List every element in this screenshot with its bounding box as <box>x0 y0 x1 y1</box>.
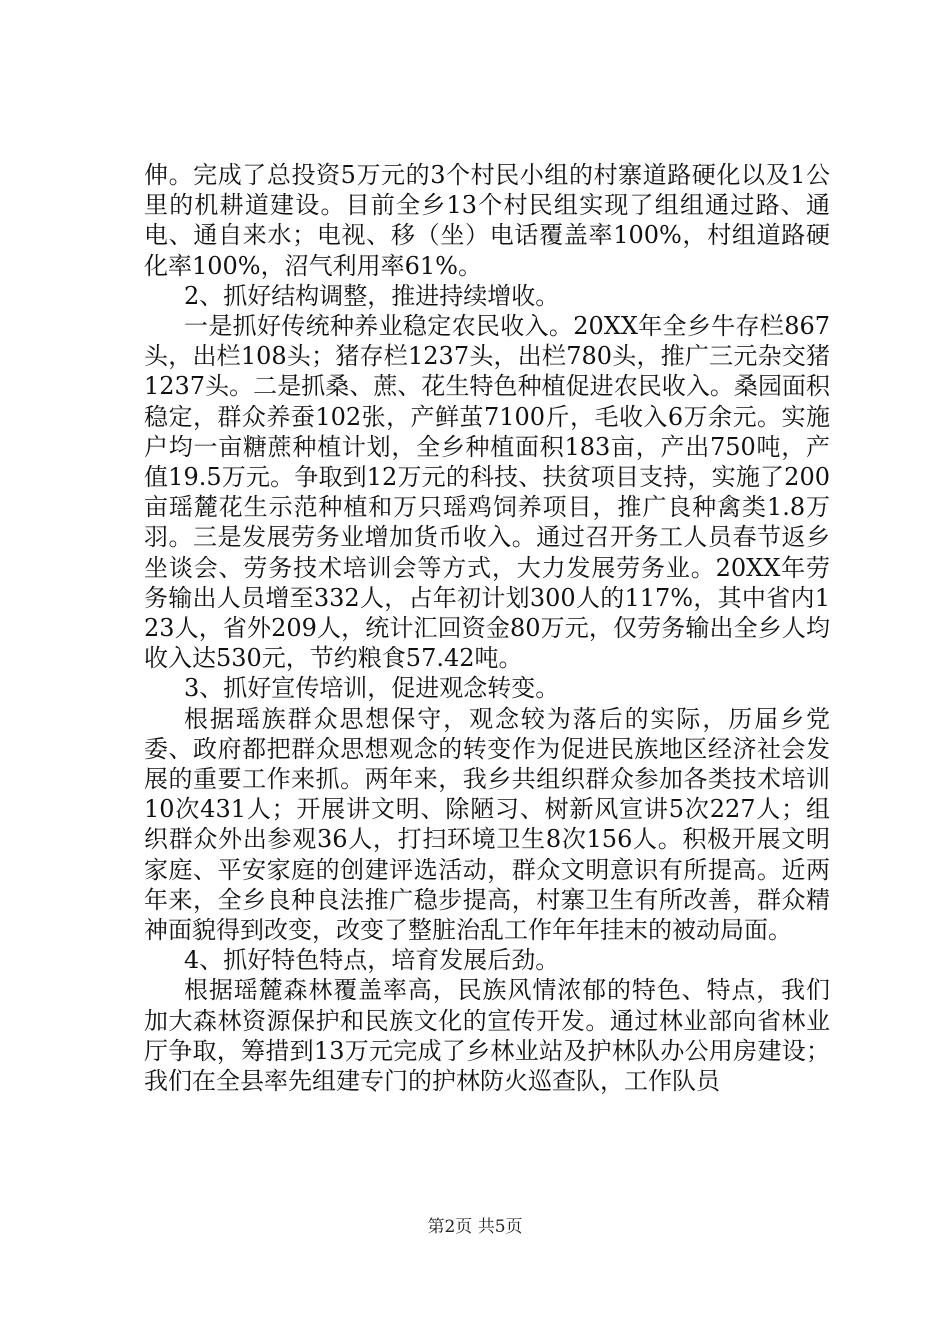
text-line: 培训10次431人；开展讲文明、除陋习、树新风宣讲5次227 <box>144 765 831 824</box>
text-line: 桑园面积稳定，群众养蚕102张，产鲜茧7100斤，毛收入6万 <box>144 372 831 431</box>
text-line: 杂交猪1237头。二是抓桑、蔗、花生特色种植促进农民收入。 <box>144 342 831 401</box>
text-line: 召开务工人员春节返乡坐谈会、劳务技术培训会等方式，大力 <box>144 523 831 582</box>
text-line: 300人的117%，其中省内123人，省外209人，统计汇回资金 <box>144 583 830 643</box>
text-line: 人；组织群众外出参观36人，打扫环境卫生8次156人。积极 <box>144 795 830 854</box>
section-heading <box>144 281 830 311</box>
text-line: 委、政府都把群众思想观念的转变作为促进民族地区经济社会 <box>144 734 806 763</box>
text-line: 改善，群众精神面貌得到改变，改变了整脏治乱工作年年挂末 <box>144 885 830 945</box>
text-line: 867头，出栏108头；猪存栏1237头，出栏780头，推广三元 <box>144 312 830 371</box>
page-footer <box>0 1212 950 1237</box>
page-number: 第2页 共5页 <box>427 1217 523 1237</box>
text-line: 余元。实施户均一亩糖蔗种植计划，全乡种植面积183亩，产 <box>144 402 831 461</box>
text-line: 出750吨，产值19.5万元。争取到12万元的科技、扶贫项目 <box>144 432 830 492</box>
text-line: 提高。近两年来，全乡良种良法推广稳步提高，村寨卫生有所 <box>144 855 831 914</box>
body-paragraph <box>144 975 830 1096</box>
text-line: 4、抓好特色特点，培育发展后劲。 <box>184 946 560 975</box>
text-line: 公里的机耕道建设。目前全乡13个村民组实现了组组通过路、 <box>144 161 830 220</box>
section-heading <box>144 673 830 703</box>
text-line: 的被动局面。 <box>648 916 792 945</box>
text-line: 建设；我们在全县率先组建专门的护林防火巡查队，工作队员 <box>144 1036 831 1096</box>
text-line: 开展文明家庭、平安家庭的创建评选活动，群众文明意识有所 <box>144 825 830 884</box>
text-line: 吨。 <box>474 644 523 673</box>
text-line: 根据瑶族群众思想保守，观念较为落后的实际，历届乡党 <box>184 704 830 733</box>
body-paragraph <box>144 704 830 946</box>
text-line: 发展劳务业。20XX年劳务输出人员增至332人，占年初计划 <box>144 553 831 612</box>
body-paragraph <box>144 160 830 281</box>
body-paragraph <box>144 311 830 673</box>
text-line: 推广良种禽类1.8万羽。三是发展劳务业增加货币收入。通过 <box>144 493 831 552</box>
text-line: 3、抓好宣传培训，促进观念转变。 <box>184 674 560 703</box>
text-line: 通电、通自来水；电视、移（坐）电话覆盖率100%，村组道路 <box>144 191 830 250</box>
text-line: 们加大森林资源保护和民族文化的宣传开发。通过林业部向省 <box>144 976 830 1035</box>
text-line: 伸。完成了总投资5万元的3个村民小组的村寨道路硬化以及1 <box>144 161 806 189</box>
text-line: 支持，实施了200亩瑶麓花生示范种植和万只瑶鸡饲养项目， <box>144 463 830 522</box>
text-line: 硬化率100%，沼气利用率61%。 <box>144 221 830 280</box>
text-line: 发展的重要工作来抓。两年来，我乡共组织群众参加各类技术 <box>144 734 830 794</box>
text-line: 80万元，仅劳务输出全乡人均收入达530元，节约粮食57.42 <box>144 614 830 673</box>
text-line: 林业厅争取，筹措到13万元完成了乡林业站及护林队办公用房 <box>144 1006 831 1065</box>
text-line: 一是抓好传统种养业稳定农民收入。20XX年全乡牛存栏 <box>184 312 785 341</box>
document-body <box>144 160 830 1096</box>
section-heading <box>144 945 830 975</box>
text-line: 根据瑶麓森林覆盖率高，民族风情浓郁的特色、特点，我 <box>184 976 806 1005</box>
text-line: 2、抓好结构调整，推进持续增收。 <box>184 281 560 310</box>
